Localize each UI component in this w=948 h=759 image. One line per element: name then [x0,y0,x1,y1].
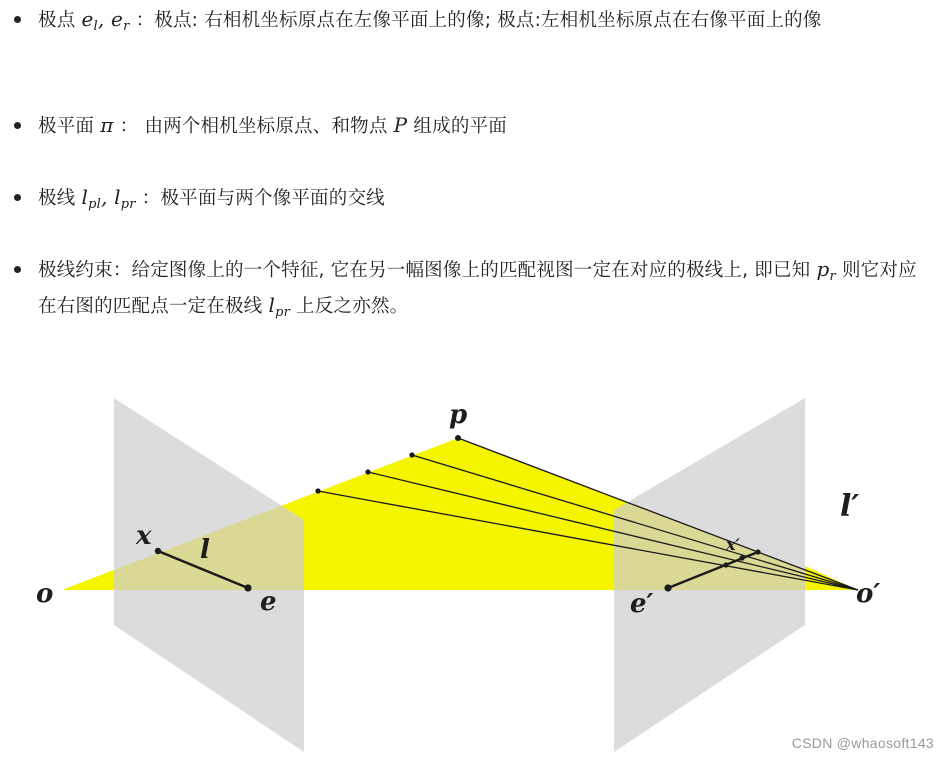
colon: ： [141,188,161,209]
label-o-prime: o′ [856,579,881,609]
epipolar-geometry-svg [0,380,948,759]
point-x-prime-3 [755,549,760,554]
label-p: p [449,400,468,430]
label-l: l [200,535,210,565]
epipolar-plane-visible-middle [304,438,614,590]
math-epipoles: $e_l$, $e_r$ [81,7,130,34]
point-x-prime-2 [739,555,744,560]
list-item-epipolar-constraint [38,252,933,324]
description-epipolar-plane-a: 由两个相机坐标原点、和物点 [144,116,388,137]
label-x: x [136,521,152,551]
term-epipolar-plane: 极平面 [38,116,95,137]
description-epipole: 极点: 右相机坐标原点在左像平面上的像; 极点:左相机坐标原点在右像平面上的像 [154,10,822,31]
math-pi: π [100,113,114,137]
label-l-prime: l′ [840,489,860,524]
label-x-prime: x′ [726,535,740,554]
epipolar-geometry-figure [0,380,948,759]
watermark: CSDN @whaosoft143 [791,735,934,751]
description-constraint-a: 给定图像上的一个特征, 它在另一幅图像上的匹配视图一定在对应的极线上, 即已知 [131,260,811,281]
point-p [455,435,461,441]
colon: ： [119,116,139,137]
label-o: o [36,579,54,609]
point-ray-2 [365,469,370,474]
colon: ： [135,10,155,31]
description-constraint-b: 则它对应在右图的匹配点一定在极线 [38,260,917,317]
math-l-pr: $l_{pr}$ [268,293,291,320]
point-e [244,584,251,591]
colon: ： [112,260,132,281]
point-x-prime-1 [723,562,728,567]
epipolar-plane-visible-left [62,570,114,590]
description-constraint-c: 上反之亦然。 [296,296,409,317]
label-e-prime: e′ [630,589,654,619]
point-e-prime [664,584,671,591]
description-epipolar-plane-b: 组成的平面 [413,116,507,137]
point-ray-3 [315,488,320,493]
list-item-epipolar-plane [38,108,933,144]
math-p-r: $p_r$ [816,257,836,284]
term-epipole: 极点 [38,10,76,31]
math-epipolar-lines: $l_{pl}$, $l_{pr}$ [81,185,136,212]
left-image-plane [114,398,304,752]
math-P: P [393,113,408,137]
bullet-dot [14,122,21,129]
point-x [155,548,161,554]
term-epipolar-line: 极线 [38,188,76,209]
bullet-dot [14,194,21,201]
list-item-epipole [38,2,933,38]
description-epipolar-line: 极平面与两个像平面的交线 [160,188,385,209]
bullet-dot [14,266,21,273]
term-epipolar-constraint: 极线约束 [38,260,113,281]
bullet-dot [14,16,21,23]
label-e: e [260,587,277,617]
list-item-epipolar-line [38,180,933,216]
point-ray-1 [409,452,414,457]
